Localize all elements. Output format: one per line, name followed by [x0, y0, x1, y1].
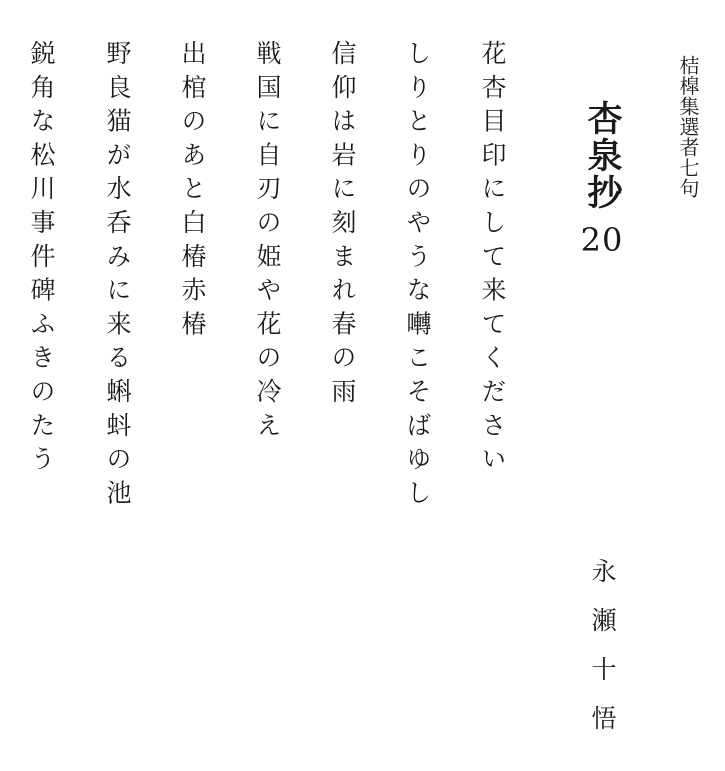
- author-name: 永瀬十悟: [588, 558, 617, 754]
- haiku-line: 花杏目印にして来てください: [478, 40, 507, 480]
- haiku-line: 鋭角な松川事件碑ふきのたう: [27, 40, 56, 480]
- collection-subtitle: 桔槹集選者七句: [676, 55, 700, 199]
- haiku-line: 戦国に自刃の姫や花の冷え: [253, 40, 282, 446]
- page-title: 杏泉抄: [582, 100, 623, 211]
- title-block: [576, 100, 628, 259]
- issue-number: 20: [580, 221, 624, 259]
- haiku-line: しりとりのやうな囀こそばゆし: [403, 40, 432, 514]
- haiku-line: 野良猫が水呑みに来る蝌蚪の池: [103, 40, 132, 514]
- haiku-line: 信仰は岩に刻まれ春の雨: [328, 40, 357, 412]
- haiku-line: 出棺のあと白椿赤椿: [178, 40, 207, 345]
